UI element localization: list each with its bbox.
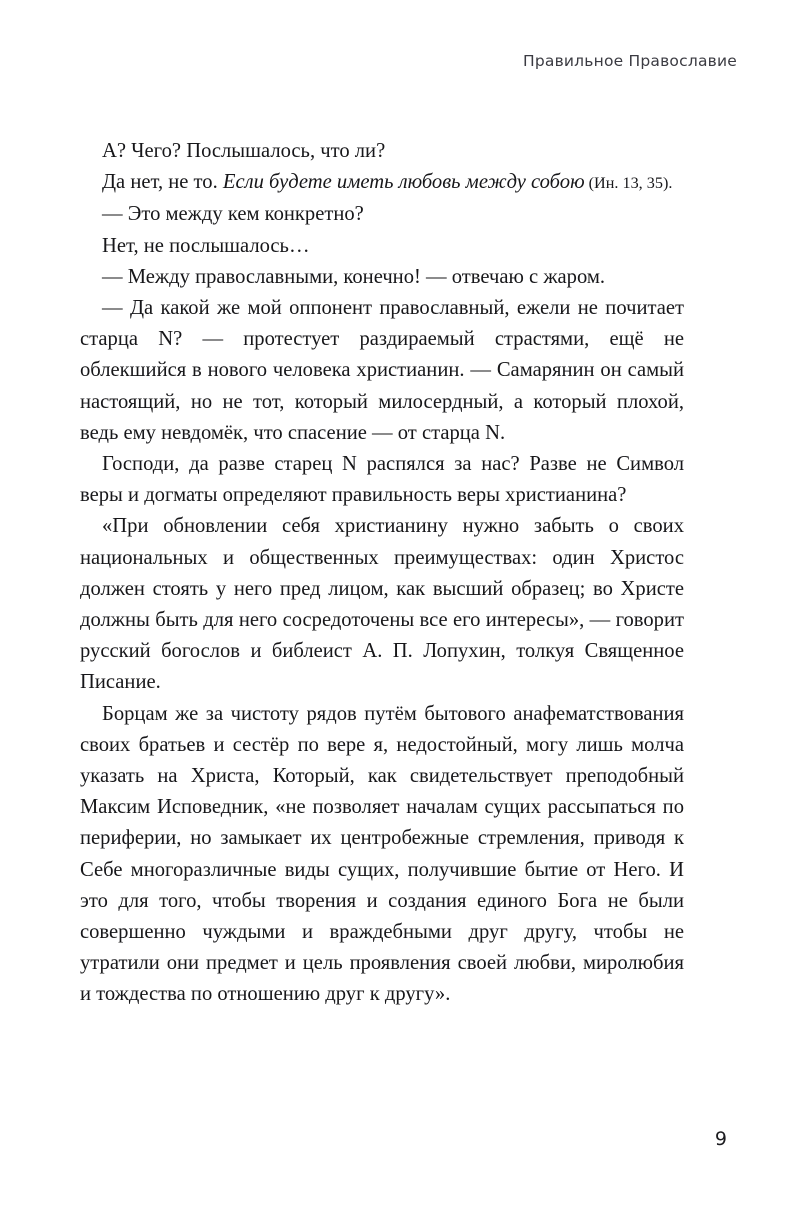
paragraph-text: А? Чего? Послышалось, что ли?	[102, 140, 386, 162]
paragraph-pri-obnovlenii	[80, 511, 684, 698]
body-text-column	[80, 136, 684, 1011]
paragraph-text: — Между православными, конечно! — отвечаю с жаром.	[102, 265, 606, 288]
paragraph-mezhdu-pravoslavnymi	[80, 262, 684, 293]
paragraph-text: — Это между кем конкретно?	[102, 203, 364, 226]
running-head: Правильное Православие	[522, 52, 737, 70]
paragraph-text: — Да какой же мой оппонент православный, ежели не почитает старца N? — протестует раздираемый страстями, ещё не облекшийся в нового человека христианин. — Самарянин он самый настоящий, но не тот, который милосердный, а который плохой, ведь ему невдомёк, что спасение — от старца N.	[80, 297, 684, 444]
page-number: 9	[714, 1128, 727, 1150]
paragraph-text: Нет, не послышалось…	[102, 234, 310, 257]
paragraph-text: Господи, да разве старец N распялся за нас? Разве не Символ веры и догматы определяют правильность веры христианина?	[80, 453, 684, 507]
paragraph-text: Борцам же за чистоту рядов путём бытового анафематствования своих братьев и сестёр по вере я, недостойный, могу лишь молча указать на Христа, Который, как свидетельствует преподобный Максим Исповедник, «не позволяет началам сущих рассыпаться по периферии, но замыкает их центробежные стремления, приводя к Себе многоразличные виды сущих, получившие бытие от Него. И это для того, чтобы творения и создания единого Бога не были совершенно чуждыми и враждебными друг другу, чтобы не утратили они предмет и цель проявления своей любви, миролюбия и тождества по отношению друг к другу».	[80, 702, 684, 1006]
paragraph-bortsam	[80, 699, 684, 1011]
scripture-quote-italic: Если будете иметь любовь между собою	[222, 171, 585, 194]
paragraph-text: Да нет, не то.	[102, 171, 223, 194]
paragraph-text: «При обновлении себя христианину нужно забыть о своих национальных и общественных преимуществах: один Христос должен стоять у него пред лицом, как высший образец; во Христе должны быть для него сосредоточены все его интересы», — говорит русский богослов и библеист А. П. Лопухин, толкуя Священное Писание.	[80, 515, 684, 694]
paragraph-net-ne-poslyshalos	[80, 231, 684, 262]
paragraph-da-net	[80, 167, 684, 199]
paragraph-a-chego	[80, 136, 684, 167]
paragraph-gospodi	[80, 449, 684, 511]
paragraph-da-kakoy-zhe	[80, 293, 684, 449]
scripture-reference: (Ин. 13, 35).	[584, 174, 673, 193]
paragraph-eto-mezhdu	[80, 199, 684, 230]
